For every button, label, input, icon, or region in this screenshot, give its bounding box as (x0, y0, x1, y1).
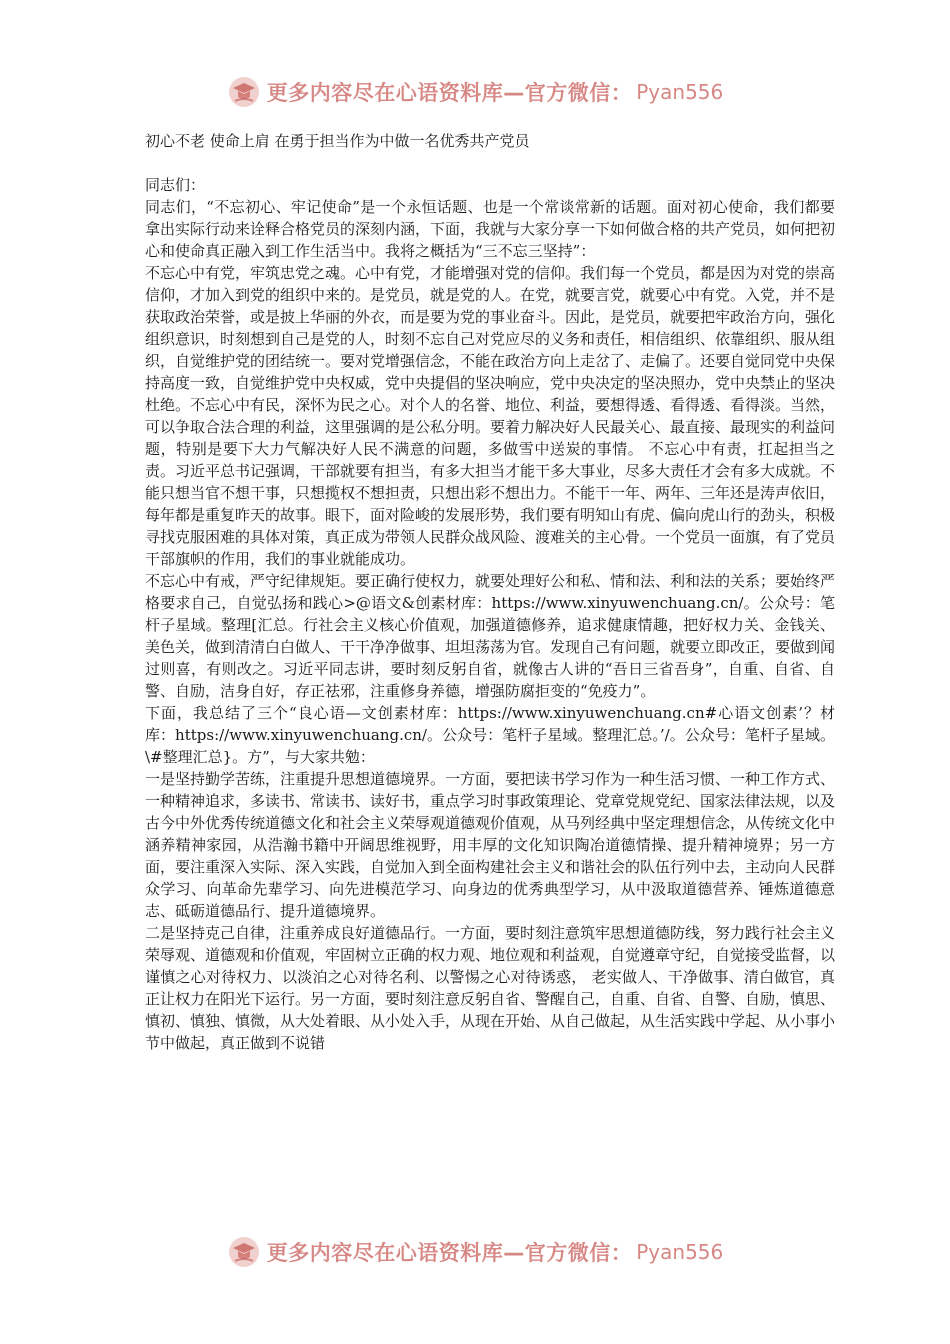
paragraph: 同志们： (145, 176, 206, 194)
mortarboard-book-icon (227, 1235, 261, 1269)
document-body (145, 130, 835, 1054)
paragraph: 下面，我总结了三个“良心语—文创素材库：https://www.xinyuwenchuang.cn#心语文创素’？材库：https://www.xinyuwenchuang.cn/。公众号：笔杆子星域。整理汇总。’/。公众号：笔杆子星域。\#整理汇总}。方”，与大家共勉： (145, 704, 835, 766)
paragraph: 一是坚持勤学苦练，注重提升思想道德境界。一方面，要把读书学习作为一种生活习惯、一种工作方式、一种精神追求，多读书、常读书、读好书，重点学习时事政策理论、党章党规党纪、国家法律法规，以及古今中外优秀传统道德文化和社会主义荣辱观道德观价值观，从马列经典中坚定理想信念，从传统文化中涵养精神家园，从浩瀚书籍中开阔思维视野，用丰厚的文化知识陶冶道德情操、提升精神境界；另一方面，要注重深入实际、深入实践，自觉加入到全面构建社会主义和谐社会的队伍行列中去，主动向人民群众学习、向革命先辈学习、向先进模范学习、向身边的优秀典型学习，从中汲取道德营养、锤炼道德意志、砥砺道德品行、提升道德境界。 (145, 770, 836, 920)
footer-watermark-banner (0, 1230, 950, 1274)
paragraph: 同志们，“不忘初心、牢记使命”是一个永恒话题、也是一个常谈常新的话题。面对初心使命，我们都要拿出实际行动来诠释合格党员的深刻内涵，下面，我就与大家分享一下如何做合格的共产党员，如何把初心和使命真正融入到工作生活当中。我将之概括为“三不忘三坚持”： (145, 198, 836, 260)
header-watermark-banner (0, 70, 950, 114)
banner-text: 更多内容尽在心语资料库—官方微信： (266, 1241, 633, 1265)
paragraph: 不忘心中有党，牢筑忠党之魂。心中有党，才能增强对党的信仰。我们每一个党员，都是因为对党的崇高信仰，才加入到党的组织中来的。是党员，就是党的人。在党，就要言党，就要心中有党。入党，并不是获取政治荣誉，或是披上华丽的外衣，而是要为党的事业奋斗。因此，是党员，就要把牢政治方向，强化组织意识，时刻想到自己是党的人，时刻不忘自己对党应尽的义务和责任，相信组织、依靠组织、服从组织，自觉维护党的团结统一。要对党增强信念，不能在政治方向上走岔了、走偏了。还要自觉同党中央保持高度一致，自觉维护党中央权威，党中央提倡的坚决响应，党中央决定的坚决照办，党中央禁止的坚决杜绝。不忘心中有民，深怀为民之心。对个人的名誉、地位、利益，要想得透、看得透、看得淡。当然，可以争取合法合理的利益，这里强调的是公私分明。要着力解决好人民最关心、最直接、最现实的利益问题，特别是要下大力气解决好人民不满意的问题，多做雪中送炭的事情。 不忘心中有责，扛起担当之责。习近平总书记强调，干部就要有担当，有多大担当才能干多大事业，尽多大责任才会有多大成就。不能只想当官不想干事，只想揽权不想担责，只想出彩不想出力。不能干一年、两年、三年还是涛声依旧，每年都是重复昨天的故事。眼下，面对险峻的发展形势，我们要有明知山有虎、偏向虎山行的劲头，积极寻找克服困难的具体对策，真正成为带领人民群众战风险、渡难关的主心骨。一个党员一面旗，有了党员干部旗帜的作用，我们的事业就能成功。 (145, 264, 836, 568)
paragraph: 二是坚持克己自律，注重养成良好道德品行。一方面，要时刻注意筑牢思想道德防线，努力践行社会主义荣辱观、道德观和价值观，牢固树立正确的权力观、地位观和利益观，自觉遵章守纪，自觉接受监督，以谨慎之心对待权力、以淡泊之心对待名利、以警惕之心对待诱惑， 老实做人、干净做事、清白做官，真正让权力在阳光下运行。另一方面，要时刻注意反躬自省、警醒自己，自重、自省、自警、自励，慎思、慎初、慎独、慎微，从大处着眼、从小处入手，从现在开始、从自己做起，从生活实践中学起、从小事小节中做起，真正做到不说错 (145, 924, 836, 1052)
banner-text: 更多内容尽在心语资料库—官方微信： (266, 81, 633, 105)
paragraph: 不忘心中有戒，严守纪律规矩。要正确行使权力，就要处理好公和私、情和法、利和法的关系；要始终严格要求自己，自觉弘扬和践心>@语文&创素材库：https://www.xinyuwenchuang.cn/。公众号：笔杆子星域。整理[汇总。行社会主义核心价值观，加强道德修养，追求健康情趣，把好权力关、金钱关、美色关，做到清清白白做人、干干净净做事、坦坦荡荡为官。发现自己有问题，就要立即改正，要做到闻过则喜，有则改之。习近平同志讲，要时刻反躬自省，就像古人讲的“吾日三省吾身”，自重、自省、自警、自励，洁身自好，存正祛邪，注重修身养德，增强防腐拒变的“免疫力”。 (145, 572, 836, 700)
banner-wechat-id: Pyan556 (636, 1240, 724, 1264)
banner-wechat-id: Pyan556 (636, 80, 724, 104)
document-title: 初心不老 使命上肩 在勇于担当作为中做一名优秀共产党员 (145, 132, 530, 150)
mortarboard-book-icon (227, 75, 261, 109)
